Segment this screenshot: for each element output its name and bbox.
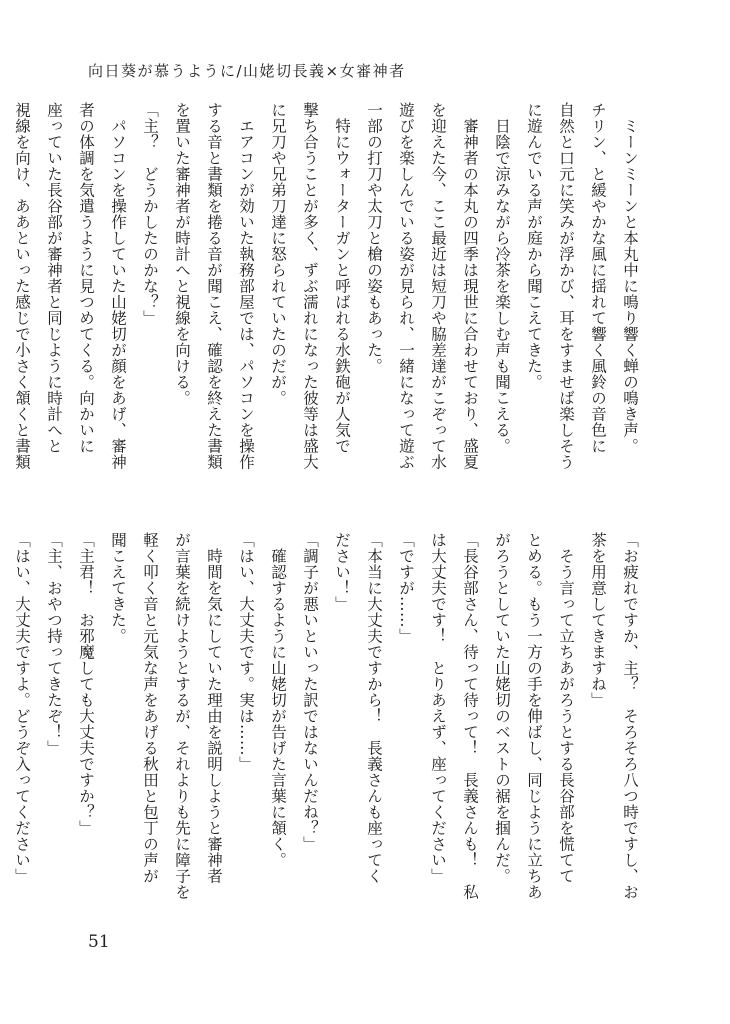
text-line: を迎えた今、ここ最近は短刀や脇差達がこぞって水: [429, 102, 447, 470]
text-line: 「主、おやつ持ってきたぞ！」: [45, 532, 63, 756]
text-line: 「本当に大丈夫ですから！ 長義さんも座ってく: [365, 532, 383, 884]
text-line: 「はい、大丈夫ですよ。どうぞ入ってください」: [13, 532, 31, 884]
text-line: 日陰で涼みながら冷茶を楽しむ声も聞こえる。: [493, 102, 511, 454]
text-line: に兄刀や兄弟刀達に怒られていたのだが。: [269, 102, 287, 406]
text-line: 審神者の本丸の四季は現世に合わせており、盛夏: [461, 102, 479, 470]
text-line: とめる。もう一方の手を伸ばし、同じように立ちあ: [525, 532, 543, 900]
text-line: がろうとしていた山姥切のベストの裾を掴んだ。: [493, 532, 511, 884]
text-line: 一部の打刀や太刀と槍の姿もあった。: [365, 102, 383, 374]
lower-text-block: [13, 532, 646, 924]
text-line: 視線を向け、ああといった感じで小さく頷くと書類: [13, 102, 31, 470]
text-line: そう言って立ちあがろうとする長谷部を慌てて: [557, 532, 575, 884]
text-line: 時間を気にしていた理由を説明しようと審神者: [205, 532, 223, 884]
upper-text-block: [13, 102, 646, 504]
text-line: エアコンが効いた執務部屋では、パソコンを操作: [237, 102, 255, 470]
text-line: 者の体調を気遣うように見つめてくる。向かいに: [77, 102, 95, 454]
text-line: 聞こえてきた。: [109, 532, 127, 644]
text-line: 撃ち合うことが多く、ずぶ濡れになった彼等は盛大: [301, 102, 319, 470]
text-line: 「主君！ お邪魔しても大丈夫ですか？」: [77, 532, 95, 836]
text-line: 「調子が悪いといった訳ではないんだね？」: [301, 532, 319, 852]
text-line: を置いた審神者が時計へと視線を向ける。: [173, 102, 191, 406]
text-line: に遊んでいる声が庭から聞こえてきた。: [525, 102, 543, 390]
text-line: 「お疲れですか、主？ そろそろ八つ時ですし、お: [621, 532, 639, 900]
running-header: 向日葵が慕うように/山姥切長義×女審神者: [88, 62, 406, 80]
text-line: ださい！」: [333, 532, 351, 612]
text-line: チリン、と緩やかな風に揺れて響く風鈴の音色に: [589, 102, 607, 454]
text-line: は大丈夫です！ とりあえず、座ってください」: [429, 532, 447, 884]
text-line: 「主？ どうかしたのかな？」: [141, 102, 159, 326]
text-line: 確認するように山姥切が告げた言葉に頷く。: [269, 532, 287, 868]
text-line: 特にウォーターガンと呼ばれる水鉄砲が人気で: [333, 102, 351, 454]
text-line: パソコンを操作していた山姥切が顔をあげ、審神: [109, 102, 127, 470]
text-line: 茶を用意してきますね」: [589, 532, 607, 708]
text-line: 「はい、大丈夫です。実は……」: [237, 532, 255, 772]
text-line: ミーンミーンと本丸中に鳴り響く蝉の鳴き声。: [621, 102, 639, 454]
text-line: 自然と口元に笑みが浮かび、耳をすませば楽しそう: [557, 102, 575, 470]
text-line: 「ですが……」: [397, 532, 415, 644]
text-line: 軽く叩く音と元気な声をあげる秋田と包丁の声が: [141, 532, 159, 884]
text-line: が言葉を続けようとするが、それよりも先に障子を: [173, 532, 191, 900]
text-line: 「長谷部さん、待って待って！ 長義さんも！ 私: [461, 532, 479, 900]
text-line: する音と書類を捲る音が聞こえ、確認を終えた書類: [205, 102, 223, 470]
text-line: 遊びを楽しんでいる姿が見られ、一緒になって遊ぶ: [397, 102, 415, 470]
page-number: 51: [88, 932, 110, 952]
text-line: 座っていた長谷部が審神者と同じように時計へと: [45, 102, 63, 454]
